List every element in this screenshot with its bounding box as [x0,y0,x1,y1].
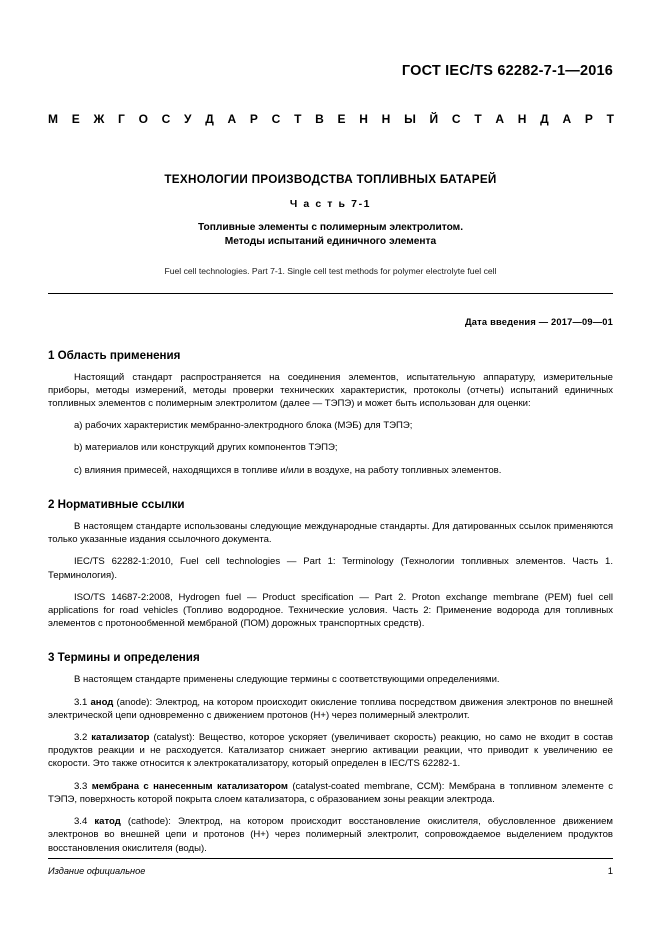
footer-edition-label: Издание официальное [48,866,146,876]
footer-divider [48,858,613,859]
normative-reference-iso: ISO/TS 14687-2:2008, Hydrogen fuel — Product specification — Part 2. Proton exchange membrane (PEM) fuel cell applications for road vehicles (Топливо водородное. Технические условия. Часть 2: Применение водорода для топливных элементов с протонообменной мембраной (ПОМ) дорожных транспортных средств). [48,591,613,630]
title-subtitle-line-2: Методы испытаний единичного элемента [224,235,437,247]
title-divider [48,293,613,294]
defined-term: катод [94,816,121,828]
terms-paragraph-intro: В настоящем стандарте применены следующие термины с соответствующими определениями. [74,674,500,686]
defined-term: мембрана с нанесенным катализатором [91,780,288,792]
page-number: 1 [607,866,613,877]
scope-item-b: b) материалов или конструкций других компонентов ТЭПЭ; [74,442,338,454]
page-footer [48,858,613,877]
interstate-standard-label: М Е Ж Г О С У Д А Р С Т В Е Н Н Ы Й С Т А Н Д А Р Т [48,112,620,126]
defined-term: анод [90,696,114,708]
normative-paragraph-1: В настоящем стандарте использованы следующие международные стандарты. Для датированных ссылок применяются только указанные издания ссылочного документа. [48,520,613,546]
section-heading-normative-references: 2 Нормативные ссылки [48,497,185,511]
term-3-3-ccm: 3.3 мембрана с нанесенным катализатором (catalyst-coated membrane, CCM): Мембрана в топливном элементе с ТЭПЭ, поверхность которой покрыта слоем катализатора, с образованием зоны реакции электрода. [48,780,613,805]
term-3-2-catalyst: 3.2 катализатор (catalyst): Вещество, которое ускоряет (увеличивает скорость) реакцию, но само не входит в состав продуктов реакции и не расходуется. Катализатор снижает энергию активации реакции, что приводит к увеличению ее скорости. Это также относится к электрокатализатору, который определен в IEC/TS 62282-1. [48,732,613,770]
section-heading-terms: 3 Термины и определения [48,651,200,665]
term-3-4-cathode: 3.4 катод (cathode): Электрод, на котором происходит восстановление окислителя, обусловленное движением электронов во внешней цепи и протонов (H+) через полимерный электролит, сопровождаемое выделением продуктов восстановления окислителя (воды). [48,816,613,854]
title-part: Ч а с т ь 7-1 [289,198,372,210]
standard-code: ГОСТ IEC/TS 62282-7-1—2016 [401,63,613,79]
term-3-1-anode: 3.1 анод (anode): Электрод, на котором происходит окисление топлива посредством движения электронов по внешней электрической цепи одновременно с движением протонов (H+) через полимерный электролит. [48,696,613,721]
page-title: ТЕХНОЛОГИИ ПРОИЗВОДСТВА ТОПЛИВНЫХ БАТАРЕЙ [164,173,497,186]
defined-term: катализатор [91,732,150,744]
title-subtitle [48,221,613,249]
introduction-date: Дата введения — 2017—09—01 [464,316,613,327]
normative-reference-iec: IEC/TS 62282-1:2010, Fuel cell technologies — Part 1: Terminology (Технологии топливных элементов. Часть 1. Терминология). [48,556,613,581]
section-heading-scope: 1 Область применения [48,348,181,362]
scope-paragraph-1: Настоящий стандарт распространяется на соединения элементов, испытательную аппаратуру, измерительные приборы, методы измерений, методы проверки технических характеристик, протоколы (отчеты) испытаний единичных топливных элементов с полимерным электролитом (далее — ТЭПЭ) и может быть использован для оценки: [48,371,613,409]
scope-item-c: c) влияния примесей, находящихся в топливе и/или в воздухе, на работу топливных элементов. [74,464,502,476]
title-subtitle-line-1: Топливные элементы с полимерным электролитом. [197,222,464,233]
title-english: Fuel cell technologies. Part 7-1. Single cell test methods for polymer electrolyte fuel cell [164,265,497,276]
title-block [48,173,613,276]
scope-item-a: a) рабочих характеристик мембранно-электродного блока (МЭБ) для ТЭПЭ; [74,420,413,432]
